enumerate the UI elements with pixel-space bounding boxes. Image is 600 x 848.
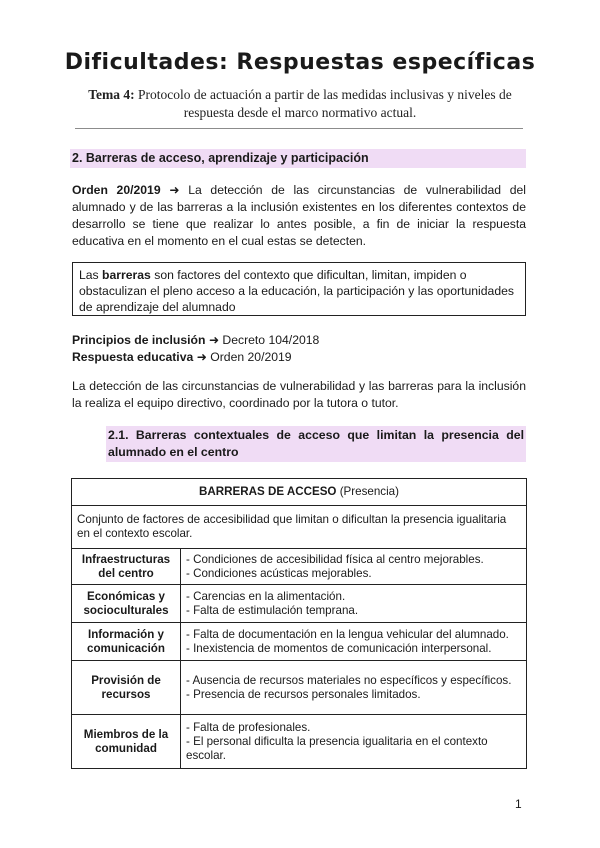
row-item: - Falta de estimulación temprana. bbox=[186, 603, 359, 617]
row-label: Económicas y socioculturales bbox=[72, 585, 181, 623]
row-values bbox=[181, 585, 527, 623]
box-text: son factores del contexto que dificultan, limitan, impiden o obstaculizan el pleno acceso a la educación, la participación y las oportunidades de aprendizaje del alumnado bbox=[79, 268, 514, 314]
definition-box bbox=[72, 262, 526, 316]
respuesta-value: ➜ Orden 20/2019 bbox=[196, 350, 292, 364]
box-pre: Las bbox=[79, 268, 99, 282]
row-values bbox=[181, 623, 527, 661]
table-row bbox=[72, 549, 527, 585]
page-title: Dificultades: Respuestas específicas bbox=[64, 50, 536, 75]
box-bold: barreras bbox=[102, 268, 151, 282]
row-values bbox=[181, 661, 527, 715]
row-label: Miembros de la comunidad bbox=[72, 715, 181, 769]
page-number: 1 bbox=[515, 797, 522, 811]
barreras-table bbox=[71, 478, 527, 769]
row-label: Infraestructuras del centro bbox=[72, 549, 181, 585]
orden-text: La detección de las circunstancias de vulnerabilidad del alumnado y de las barreras a la inclusión existentes en los diferentes contextos de desarrollo se tiene que realizar lo antes posible, a fin de iniciar la respuesta educativa en el momento en el cual estas se detecten. bbox=[72, 183, 526, 248]
page-subtitle bbox=[70, 86, 530, 122]
section-heading: 2. Barreras de acceso, aprendizaje y participación bbox=[70, 149, 526, 168]
table-row bbox=[72, 715, 527, 769]
subsection-heading: 2.1. Barreras contextuales de acceso que limitan la presencia del alumnado en el centro bbox=[106, 426, 526, 462]
subtitle-label: Tema 4: bbox=[88, 87, 135, 102]
deteccion-paragraph: La detección de las circunstancias de vulnerabilidad y las barreras para la inclusión la realiza el equipo directivo, coordinado por la tutora o tutor. bbox=[72, 379, 526, 410]
orden-label: Orden 20/2019 bbox=[72, 183, 161, 197]
table-title-rest: (Presencia) bbox=[339, 485, 399, 498]
table-intro-row bbox=[72, 506, 527, 549]
table-header bbox=[72, 479, 527, 506]
table-title-bold: BARRERAS DE ACCESO bbox=[199, 485, 337, 498]
row-values bbox=[181, 549, 527, 585]
row-label: Provisión de recursos bbox=[72, 661, 181, 715]
row-label: Información y comunicación bbox=[72, 623, 181, 661]
row-values bbox=[181, 715, 527, 769]
principios-line bbox=[72, 332, 319, 349]
header-divider bbox=[75, 128, 523, 129]
respuesta-label: Respuesta educativa bbox=[72, 350, 194, 364]
row-item: - Inexistencia de momentos de comunicación interpersonal. bbox=[186, 641, 492, 655]
row-item: - Carencias en la alimentación. bbox=[186, 589, 346, 603]
table-row bbox=[72, 585, 527, 623]
row-item: - El personal dificulta la presencia igualitaria en el contexto escolar. bbox=[186, 734, 488, 762]
arrow-icon: ➜ bbox=[169, 183, 180, 197]
row-item: - Condiciones acústicas mejorables. bbox=[186, 566, 372, 580]
table-row bbox=[72, 661, 527, 715]
orden-paragraph bbox=[72, 182, 526, 250]
table-intro: Conjunto de factores de accesibilidad que limitan o dificultan la presencia igualitaria en el contexto escolar. bbox=[72, 506, 527, 549]
row-item: - Presencia de recursos personales limitados. bbox=[186, 687, 421, 701]
table-row bbox=[72, 623, 527, 661]
respuesta-line bbox=[72, 349, 292, 366]
table-header-row bbox=[72, 479, 527, 506]
row-item: - Condiciones de accesibilidad física al centro mejorables. bbox=[186, 552, 484, 566]
row-item: - Ausencia de recursos materiales no específicos y específicos. bbox=[186, 673, 512, 687]
principios-value: ➜ Decreto 104/2018 bbox=[208, 333, 320, 347]
principios-label: Principios de inclusión bbox=[72, 333, 206, 347]
row-item: - Falta de profesionales. bbox=[186, 720, 311, 734]
subtitle-text: Protocolo de actuación a partir de las medidas inclusivas y niveles de respuesta desde el marco normativo actual. bbox=[137, 87, 512, 120]
row-item: - Falta de documentación en la lengua vehicular del alumnado. bbox=[186, 627, 509, 641]
